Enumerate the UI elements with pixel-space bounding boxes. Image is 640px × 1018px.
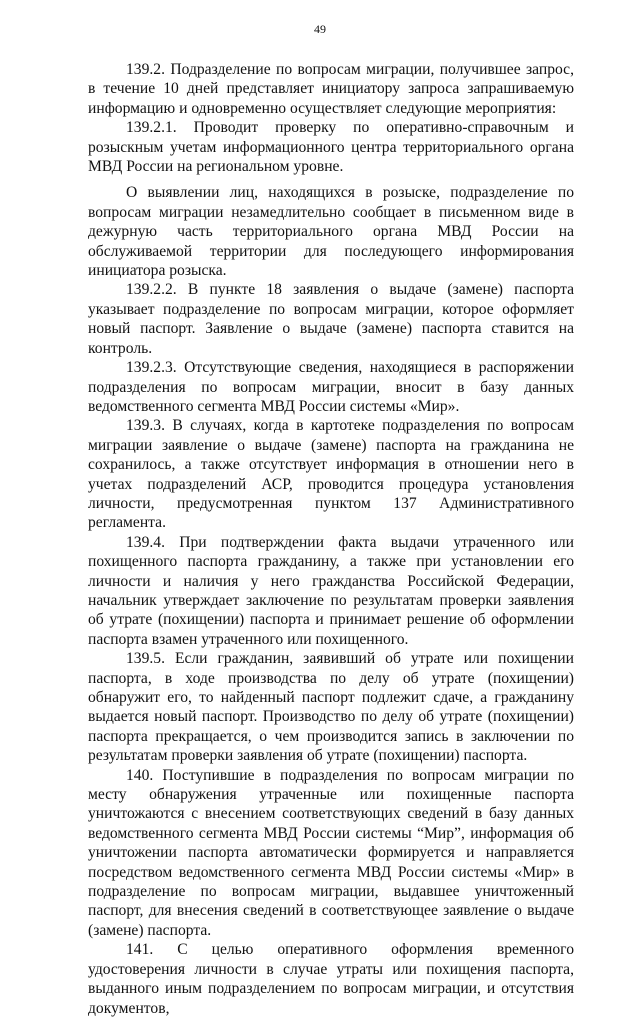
document-body — [88, 60, 574, 1018]
paragraph-139-3: 139.3. В случаях, когда в картотеке подразделения по вопросам миграции заявление о выдаче (замене) паспорта на гражданина не сохранилось, а также отсутствует информация в отношении него в учетах подразделений АСР, проводится процедура установления личности, предусмотренная пунктом 137 Административного регламента. — [88, 417, 574, 532]
paragraph-139-2-3: 139.2.3. Отсутствующие сведения, находящиеся в распоряжении подразделения по вопросам миграции, вносит в базу данных ведомственного сегмента МВД России системы «Мир». — [88, 359, 574, 415]
paragraph-139-2: 139.2. Подразделение по вопросам миграции, получившее запрос, в течение 10 дней представляет инициатору запроса запрашиваемую информацию и одновременно осуществляет следующие мероприятия: — [88, 61, 574, 117]
paragraph-139-2-1: 139.2.1. Проводит проверку по оперативно-справочным и розыскным учетам информационного центра территориального органа МВД России на региональном уровне. — [88, 119, 574, 176]
paragraph-139-5: 139.5. Если гражданин, заявивший об утрате или похищении паспорта, в ходе производства по делу об утрате (похищении) обнаружит его, то найденный паспорт подлежит сдаче, а гражданину выдается новый паспорт. Производство по делу об утрате (похищении) паспорта прекращается, о чем производится запись в заключении по результатам проверки заявления об утрате (похищении) паспорта. — [88, 650, 574, 765]
page-number: 49 — [314, 22, 326, 36]
paragraph-141: 141. С целью оперативного оформления временного удостоверения личности в случае утраты или похищения паспорта, выданного иным подразделением по вопросам миграции, и отсутствия документов, — [88, 941, 574, 1017]
paragraph-wanted-persons: О выявлении лиц, находящихся в розыске, подразделение по вопросам миграции незамедлительно сообщает в письменном виде в дежурную часть территориального органа МВД России на обслуживаемой территории для последующего информирования инициатора розыска. — [88, 184, 574, 280]
paragraph-139-2-2: 139.2.2. В пункте 18 заявления о выдаче (замене) паспорта указывает подразделение по вопросам миграции, которое оформляет новый паспорт. Заявление о выдаче (замене) паспорта ставится на контроль. — [88, 281, 574, 357]
paragraph-140: 140. Поступившие в подразделения по вопросам миграции по месту обнаружения утраченные или похищенные паспорта уничтожаются с внесением соответствующих сведений в базу данных ведомственного сегмента МВД России системы “Мир”, информация об уничтожении паспорта автоматически формируется и направляется посредством ведомственного сегмента МВД России системы «Мир» в подразделение по вопросам миграции, выдавшее уничтоженный паспорт, для внесения сведений в соответствующее заявление о выдаче (замене) паспорта. — [88, 766, 574, 939]
paragraph-139-4: 139.4. При подтверждении факта выдачи утраченного или похищенного паспорта гражданину, а также при установлении его личности и наличия у него гражданства Российской Федерации, начальник утверждает заключение по результатам проверки заявления об утрате (похищении) паспорта и принимает решение об оформлении паспорта взамен утраченного или похищенного. — [88, 533, 574, 648]
